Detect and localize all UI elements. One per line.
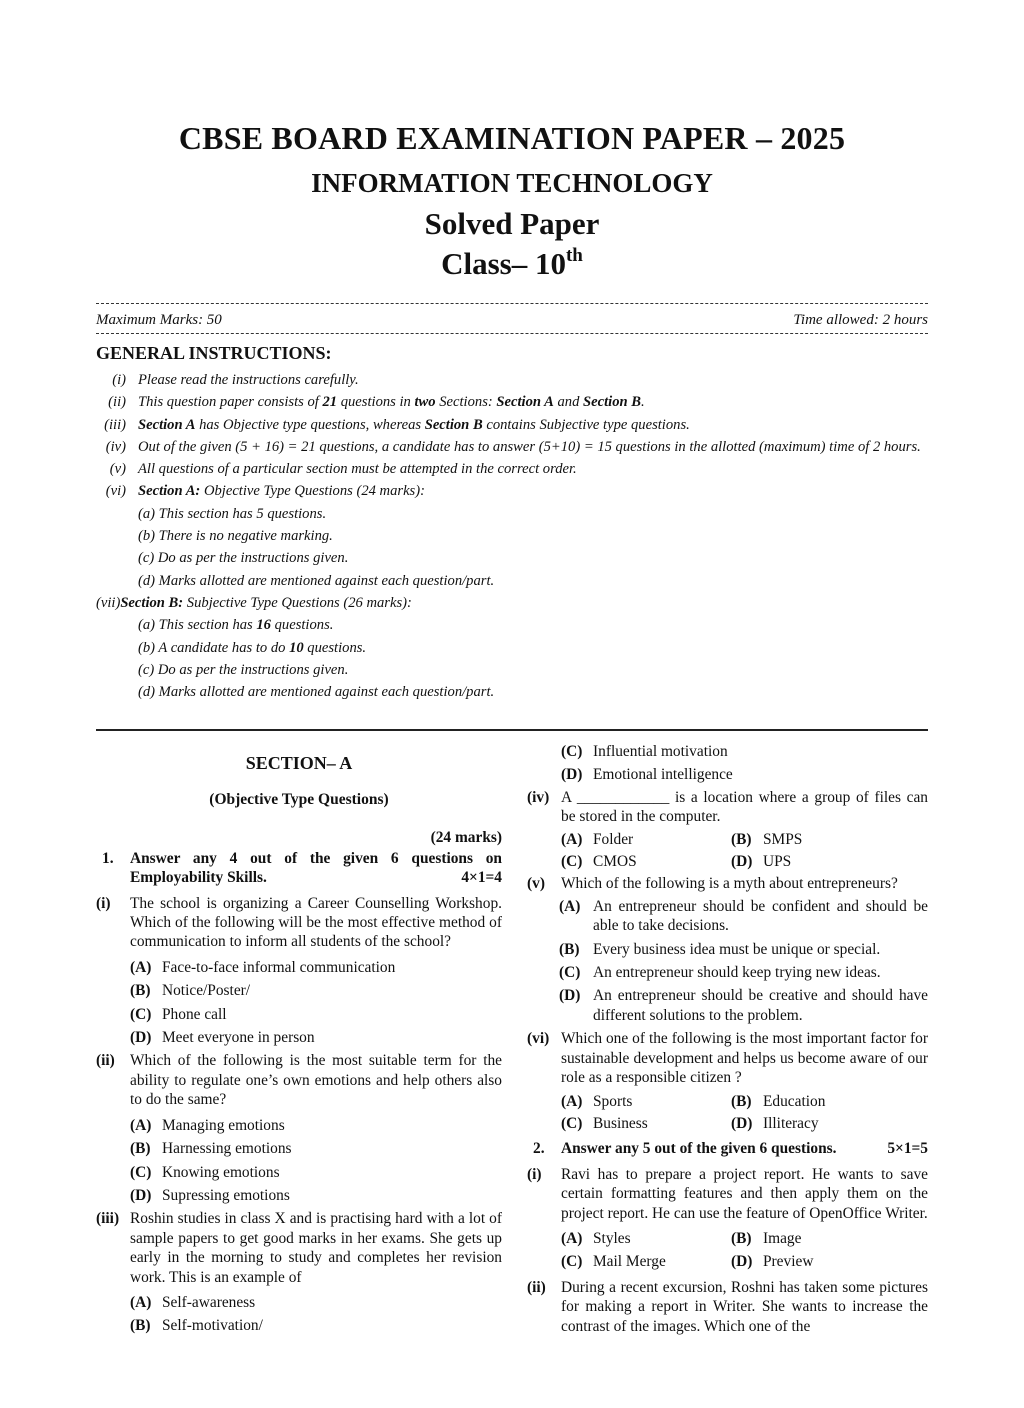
title-block bbox=[0, 118, 1024, 284]
option: (B) Self-motivation/ bbox=[130, 1317, 263, 1335]
option-row bbox=[527, 1114, 928, 1133]
question-2-i: (i) Ravi has to prepare a project report. He wants to save certain formatting features and then apply them on the project report. He can use the feature of OpenOffice Writer. bbox=[527, 1165, 928, 1222]
section-subtitle: (Objective Type Questions) bbox=[209, 791, 389, 808]
max-marks: Maximum Marks: 50 bbox=[96, 312, 222, 328]
instruction-item: (v) All questions of a particular section must be attempted in the correct order. bbox=[109, 461, 577, 478]
option-row bbox=[527, 852, 928, 871]
instruction-item: (iii) Section A has Objective type questions, whereas Section B contains Subjective type questions. bbox=[104, 416, 690, 433]
question-2-ii: (ii) During a recent excursion, Roshni has taken some pictures for making a report in Writer. She wants to increase the contrast of the images. Which one of the bbox=[527, 1278, 928, 1335]
option: (A) Sports bbox=[561, 1092, 633, 1110]
option: (D) Illiteracy bbox=[731, 1114, 819, 1132]
instruction-item: (i) Please read the instructions carefully. bbox=[112, 372, 359, 388]
option: (A) Self-awareness bbox=[130, 1293, 256, 1311]
option: (A) Face-to-face informal communication bbox=[130, 958, 396, 976]
option: (D) An entrepreneur should be creative and should have different solutions to the problem. bbox=[559, 987, 928, 1024]
left-column bbox=[96, 740, 502, 1336]
instructions-list bbox=[96, 370, 928, 704]
instruction-subitem: (d) Marks allotted are mentioned against each question/part. bbox=[138, 684, 495, 701]
question-1-iii: (iii) Roshin studies in class X and is practising hard with a lot of sample papers to get good marks in her exams. She gets up early in the morning to study and completes her revision work. This is an example of bbox=[96, 1210, 502, 1286]
section-marks: (24 marks) bbox=[430, 829, 502, 847]
option-row bbox=[527, 1092, 928, 1111]
instructions-heading: GENERAL INSTRUCTIONS: bbox=[96, 343, 332, 363]
option: (D) Meet everyone in person bbox=[130, 1029, 315, 1047]
section-title: SECTION– A bbox=[245, 753, 353, 773]
option: (D) Emotional intelligence bbox=[561, 766, 733, 784]
option: (D) UPS bbox=[731, 853, 792, 871]
paper-type: Solved Paper bbox=[424, 206, 600, 241]
question-1-ii: (ii) Which of the following is the most suitable term for the ability to regulate one’s own emotions and help others also to do the same? bbox=[96, 1052, 502, 1109]
option-row bbox=[527, 1252, 928, 1271]
instruction-subitem: (a) This section has 16 questions. bbox=[138, 617, 334, 634]
instruction-item: (ii) This question paper consists of 21 questions in two Sections: Section A and Section B. bbox=[108, 394, 645, 411]
dashed-divider-top bbox=[96, 303, 928, 304]
instruction-subitem: (c) Do as per the instructions given. bbox=[138, 550, 349, 567]
instruction-item: (iv) Out of the given (5 + 16) = 21 questions, a candidate has to answer (5+10) = 15 questions in the allotted (maximum) time of 2 hours. bbox=[105, 438, 921, 455]
instruction-item: (vi) Section A: Objective Type Questions (24 marks): bbox=[105, 483, 425, 500]
option: (C) Business bbox=[561, 1114, 648, 1132]
option: (D) Preview bbox=[731, 1253, 814, 1271]
instruction-subitem: (b) A candidate has to do 10 questions. bbox=[138, 639, 367, 656]
option: (B) Education bbox=[731, 1092, 826, 1110]
question-marks: 5×1=5 bbox=[887, 1140, 928, 1158]
option: (A) Folder bbox=[561, 830, 634, 848]
section-divider bbox=[96, 729, 928, 731]
class-title: Class– 10th bbox=[441, 245, 583, 281]
right-column bbox=[527, 740, 928, 1336]
question-1-iv: (iv) A ____________ is a location where a group of files can be stored in the computer. bbox=[527, 788, 928, 826]
option: (C) Influential motivation bbox=[561, 743, 728, 760]
option: (C) Phone call bbox=[130, 1005, 227, 1023]
option: (C) An entrepreneur should keep trying new ideas. bbox=[559, 964, 881, 982]
question-1: 1. Answer any 4 out of the given 6 questions on Employability Skills. 4×1=4 bbox=[102, 849, 502, 887]
option-row bbox=[527, 1229, 928, 1248]
option: (A) An entrepreneur should be confident and should be able to take decisions. bbox=[559, 897, 928, 935]
option: (B) Harnessing emotions bbox=[130, 1140, 292, 1158]
time-allowed: Time allowed: 2 hours bbox=[793, 312, 928, 328]
question-2: 2. Answer any 5 out of the given 6 questions. 5×1=5 bbox=[533, 1140, 928, 1158]
subject-title: INFORMATION TECHNOLOGY bbox=[311, 168, 713, 198]
instruction-subitem: (a) This section has 5 questions. bbox=[138, 505, 327, 522]
instruction-item: (vii)Section B: Subjective Type Questions (26 marks): bbox=[96, 594, 412, 611]
option: (B) Every business idea must be unique or special. bbox=[559, 940, 881, 958]
option-row bbox=[527, 830, 928, 849]
option: (B) Notice/Poster/ bbox=[130, 982, 251, 1000]
option: (C) Mail Merge bbox=[561, 1253, 666, 1271]
option: (C) CMOS bbox=[561, 853, 637, 871]
question-marks: 4×1=4 bbox=[461, 869, 502, 887]
instruction-subitem: (c) Do as per the instructions given. bbox=[138, 661, 349, 678]
question-1-i: (i) The school is organizing a Career Counselling Workshop. Which of the following will be the most effective method of communication to inform all students of the school? bbox=[96, 894, 502, 951]
option: (B) SMPS bbox=[731, 830, 803, 848]
option: (C) Knowing emotions bbox=[130, 1163, 280, 1181]
paper-title: CBSE BOARD EXAMINATION PAPER – 2025 bbox=[178, 120, 846, 156]
option: (B) Image bbox=[731, 1229, 802, 1247]
marks-row bbox=[96, 312, 928, 329]
question-1-v: (v) Which of the following is a myth about entrepreneurs? bbox=[527, 875, 898, 893]
option: (D) Supressing emotions bbox=[130, 1186, 290, 1204]
dashed-divider-bottom bbox=[96, 333, 928, 334]
option: (A) Styles bbox=[561, 1229, 631, 1247]
option: (A) Managing emotions bbox=[130, 1116, 285, 1134]
instruction-subitem: (b) There is no negative marking. bbox=[138, 528, 333, 545]
question-1-vi: (vi) Which one of the following is the most important factor for sustainable development and helps us become aware of our role as a responsible citizen ? bbox=[527, 1030, 928, 1087]
instruction-subitem: (d) Marks allotted are mentioned against each question/part. bbox=[138, 572, 495, 589]
